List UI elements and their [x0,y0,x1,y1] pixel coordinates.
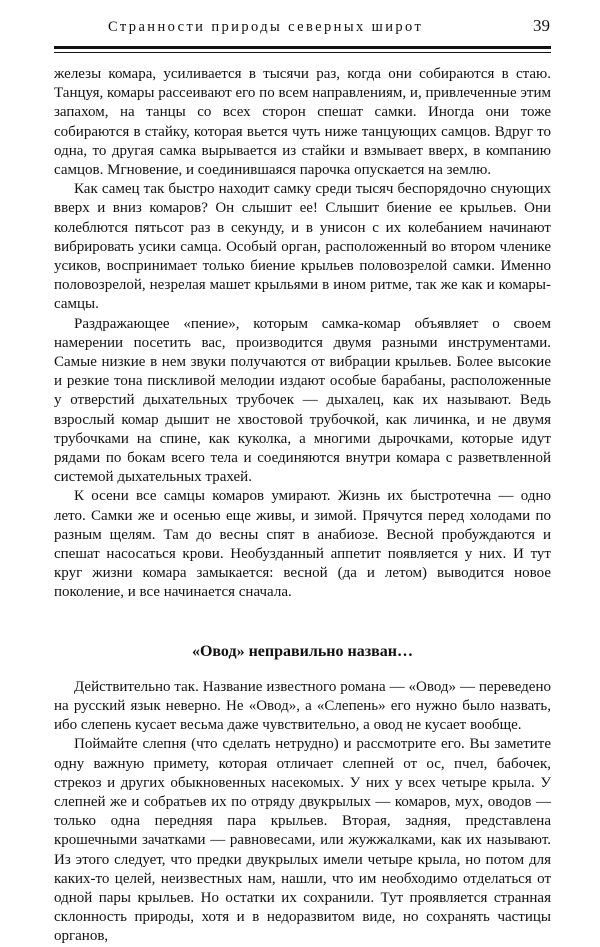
paragraph: К осени все самцы комаров умирают. Жизнь их быстротечна — одно лето. Самки же и осенью еще живы, и зимой. Прячутся перед холодами по разным щелям. Там до весны спят в анабиозе. Весной пробуждаются и спешат насосаться крови. Необузданный аппетит появляется у них. И тут круг жизни комара замыкается: весной (да и летом) выводится новое поколение, и все начинается сначала. [54,488,551,601]
book-page [54,0,551,945]
running-title: Странности природы северных широт [108,19,424,35]
paragraph: Как самец так быстро находит самку среди тысяч беспорядочно снующих вверх и вниз комаров? Он слышит ее! Слышит биение ее крыльев. Они колеблются пятьсот раз в секунду, и в унисон с их колебанием начинают вибрировать усики самца. Особый орган, расположенный во втором членике усиков, воспринимает только биение крыльев половозрелой самки. Именно половозрелой, незрелая машет крыльями в ином ритме, так же как и комары-самцы. [54,181,551,313]
section-heading: «Овод» неправильно назван… [191,642,414,660]
header-rule-thick [54,46,551,49]
section-body [54,678,551,947]
paragraph: Действительно так. Название известного романа — «Овод» — переведено на русский язык неверно. Не «Овод», а «Слепень» его нужно было назвать, ибо слепень кусает весьма даже чувствительно, а овод не кусает вообще. [54,678,551,734]
page-number: 39 [533,16,550,35]
running-header [54,0,551,46]
page-content [54,65,551,947]
header-rule-thin [54,52,551,53]
paragraph: Раздражающее «пение», которым самка-комар объявляет о своем намерении посетить вас, производится двумя разными инструментами. Самые низкие в нем звуки получаются от вибрации крыльев. Более высокие и резкие тона пискливой мелодии издают особые барабаны, расположенные у отверстий дыхательных трубочек — дыхалец, как их называют. Ведь взрослый комар дышит не хвостовой трубочкой, как личинка, и не двумя трубочками на спине, как куколка, а многими дырочками, которые идут рядами по бокам всего тела и соединяются внутри комара с разветвленной системой дыхательных трахей. [54,315,551,486]
paragraph: Поймайте слепня (что сделать нетрудно) и рассмотрите его. Вы заметите одну важную примету, которая отличает слепней от ос, пчел, бабочек, стрекоз и других обыкновенных насекомых. У них у всех четыре крыла. У слепней же и собратьев их по отряду двукрылых — комаров, мух, оводов — только одна передняя пара крыльев. Вторая, задняя, представлена крошечными зачатками — равновесами, или жужжалками, как их называют. Из этого следует, что предки двукрылых имели четыре крыла, но потом для каких-то целей, неизвестных нам, нашли, что им необходимо отделаться от одной пары крыльев. Но остатки их сохранили. Тут проявляется странная склонность природы, хотя и в недоразвитом виде, но сохранять частицы органов, [54,736,551,945]
paragraph-continued: железы комара, усиливается в тысячи раз, когда они собираются в стаю. Танцуя, комары рассеивают его по всем направлениям, и, привлеченные этим запахом, на танцы со всех сторон спешат самки. Иногда они тоже собираются в стайку, которая вьется чуть ниже танцующих самцов. Вдруг то одна, то другая самка вырывается из стайки и взмывает вверх, в компанию самцов. Мгновение, и соединившаяся парочка опускается на землю. [54,66,551,179]
